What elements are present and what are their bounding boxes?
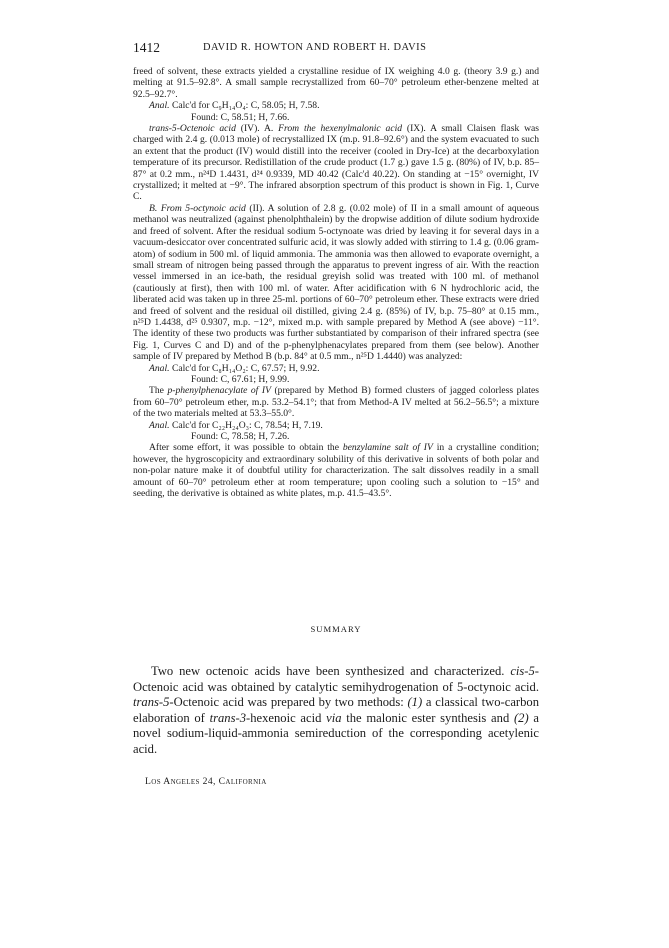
- analysis-calc-2: Anal. Calc'd for C₈H₁₄O₂: C, 67.57; H, 9.92.: [149, 362, 320, 374]
- page-number: 1412: [133, 40, 160, 55]
- analysis-found-3: Found: C, 78.58; H, 7.26.: [191, 431, 290, 442]
- analysis-label: Anal.: [149, 419, 170, 431]
- analysis-calc-1: Anal. Calc'd for C₉H₁₄O₄: C, 58.05; H, 7.58.: [149, 100, 320, 112]
- analysis-calc-3: Anal. Calc'd for C₂₂H₂₄O₃: C, 78.54; H, 7.19.: [149, 419, 323, 431]
- summary-heading: SUMMARY: [310, 624, 362, 634]
- analysis-found-1: Found: C, 58.51; H, 7.66.: [191, 111, 290, 123]
- analysis-found-2: Found: C, 67.61; H, 9.99.: [191, 373, 290, 385]
- section-title-trans: trans-5-Octenoic acid: [149, 123, 236, 135]
- page-header: [133, 40, 539, 56]
- author-location: Los Angeles 24, California: [145, 776, 267, 787]
- summary-text: [133, 664, 539, 758]
- analysis-label: Anal.: [149, 362, 170, 374]
- paragraph-method-b: B. From 5-octynoic acid (II). A solution of 2.8 g. (0.02 mole) of II in a small amount of aqueous methanol was neutralized (against phenolphthalein) by the dropwise addition of dilute sodium hydroxide and freed of solvent. After the residual sodium 5-octynoate was dried by leaving it for several days in a vacuum-desiccator over concentrated sulfuric acid, it was slowly added with stirring to 1.4 g. (0.06 gram-atom) of sodium in 500 ml. of liquid ammonia. The ammonia was then allowed to evaporate overnight, a small stream of nitrogen being passed through the apparatus to prevent ingress of air. With the reaction vessel immersed in an ice-bath, the residual greyish solid was treated with 100 ml. of methanol (cautiously at first), then with 100 ml. of water. After acidification with 6 N hydrochloric acid, the liberated acid was taken up in three 25-ml. portions of 60–70° petroleum ether. These extracts were dried and freed of solvent and the residual oil distilled, giving 2.4 g. (85%) of IV, b.p. 75–80° at 0.15 mm., n²⁵D 1.4438, d²⁵ 0.9307, m.p. −12°, mixed m.p. with sample prepared by Method A (see above) −11°. The identity of these two products was further substantiated by comparison of their infrared spectra (see Fig. 1, Curves C and D) and of the p-phenylphenacylates prepared from them (see below). Another sample of IV prepared by Method B (b.p. 84° at 0.5 mm., n²⁵D 1.4440) was analyzed:: [133, 202, 540, 363]
- running-head: DAVID R. HOWTON AND ROBERT H. DAVIS: [203, 42, 427, 53]
- experimental-text: [133, 66, 539, 499]
- paragraph-trans-octenoic: trans-5-Octenoic acid (IV). A. From the hexenylmalonic acid (IX). A small Claisen flask was charged with 2.4 g. (0.013 mole) of recrystallized IX (m.p. 91.8–92.6°) and the system evacuated to such an extent that the product (IV) would distill into the receiver (cooled in Dry-Ice) at the decarboxylation temperature of its precursor. Redistillation of the crude product (1.7 g.) gave 1.5 g. (80%) of IV, b.p. 85–87° at 0.2 mm., n²⁴D 1.4431, d²⁴ 0.9339, MD 40.42 (Calc'd 40.22). On standing at −15° overnight, IV crystallized; it melted at −9°. The infrared absorption spectrum of this product is shown in Fig. 1, Curve C.: [133, 123, 539, 203]
- paragraph-residue: freed of solvent, these extracts yielded a crystalline residue of IX weighing 4.0 g. (theory 3.9 g.) and melting at 91.5–92.8°. A small sample recrystallized from 60–70° petroleum ether-benzene melted at 92.5–92.7°.: [133, 66, 539, 100]
- paragraph-benzylamine-salt: After some effort, it was possible to obtain the benzylamine salt of IV in a crystalline condition; however, the hygroscopicity and extraordinary solubility of this derivative in solvents of both polar and non-polar nature make it of doubtful utility for characterization. The salt dissolves readily in a small amount of 60–70° petroleum ether at room temperature; upon cooling such a solution to −15° and seeding, the derivative is obtained as white plates, m.p. 41.5–43.5°.: [133, 442, 539, 500]
- paragraph-phenylphenacylate: The p-phenylphenacylate of IV (prepared by Method B) formed clusters of jagged colorless plates from 60–70° petroleum ether, m.p. 53.2–54.1°; that from Method-A IV melted at 56.2–56.5°; a mixture of the two materials melted at 53.3–55.0°.: [133, 385, 540, 420]
- analysis-label: Anal.: [149, 100, 170, 112]
- summary-paragraph: Two new octenoic acids have been synthesized and characterized. cis-5-Octenoic acid was obtained by catalytic semihydrogenation of 5-octynoic acid. trans-5-Octenoic acid was prepared by two methods: (1) a classical two-carbon elaboration of trans-3-hexenoic acid via the malonic ester synthesis and (2) a novel sodium-liquid-ammonia semireduction of the corresponding acetylenic acid.: [133, 664, 539, 756]
